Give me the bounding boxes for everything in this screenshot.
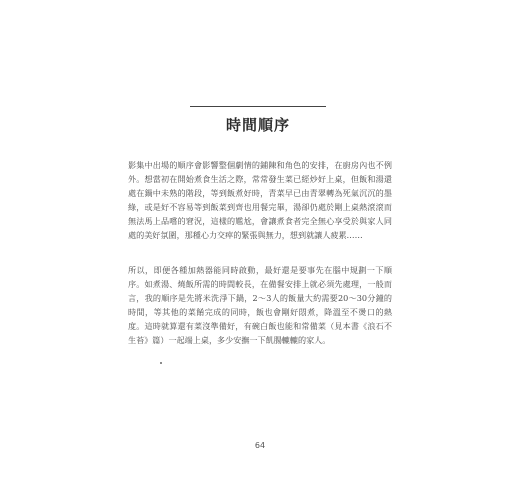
page-title: 時間順序: [225, 116, 290, 134]
heading-rule: [190, 106, 326, 107]
body-paragraph-2: 所以，即便各種加熱器能同時啟動，最好還是要事先在腦中規劃一下順序。如煮湯、燒飯所需的時間較長，在備餐安排上就必須先處理，一般而言，我的順序是先將米洗淨下鍋，2～3人的飯量大約需要20～30分鐘的時間，等其他的菜餚完成的同時，飯也會剛好悶煮，降溫至不燙口的熱度。這時就算還有菜沒準備好，有碗白飯也能和常備菜（見本書《浪石不生苔》篇）一起端上桌，多少安撫一下飢腸轆轆的家人。: [128, 265, 392, 345]
body-paragraph-1: 影集中出場的順序會影響整個劇情的鋪陳和角色的安排，在廚房內也不例外。想當初在開始煮食生活之際，常常發生菜已經炒好上桌，但飯和湯還處在鍋中未熟的階段，等到飯煮好時，青菜早已由青翠轉為死氣沉沉的墨綠，或是好不容易等到飯菜到齊也用餐完畢，湯卻仍處於剛上桌熱滾滾而無法馬上品嚐的窘況，這樣的尷尬，會讓煮食者完全無心享受於與家人同處的美好氛圍，那種心力交瘁的緊張與無力，想到就讓人疲累……: [128, 160, 392, 240]
page-number: 64: [254, 441, 266, 450]
stray-dot: [160, 362, 162, 364]
